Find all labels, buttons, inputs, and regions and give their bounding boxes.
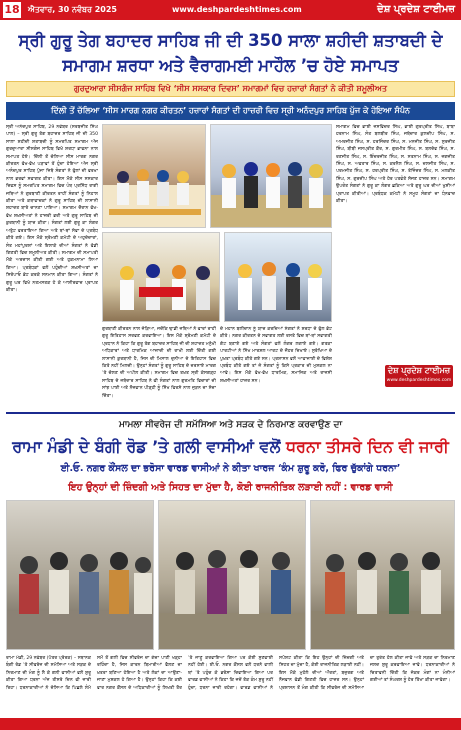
residents-scene-graphic <box>311 501 455 650</box>
story1-yellow-banner-text: ਗੁਰਦੁਆਰਾ ਸੀਸਗੰਜ ਸਾਹਿਬ ਵਿਖੇ ‘ਸੀਸ ਸਸਕਾਰ ਦਿਵਸ’ ਸਮਾਗਮਾਂ ਵਿਚ ਹਜ਼ਾਰਾਂ ਸੰਗਤਾਂ ਨੇ ਕੀਤੀ ਸ਼ਮੂਲੀਅਤ <box>74 84 387 93</box>
story1-column-middle: ਗੁਰਬਾਣੀ ਕੀਰਤਨ ਨਾਲ ਜੋੜਿਆ, ਜਦੋਂਕਿ ਢਾਡੀ ਜਥਿਆਂ ਨੇ ਵਾਰਾਂ ਰਾਹੀਂ ਗੁਰੂ ਇਤਿਹਾਸ ਸਰਵਣ ਕਰਵਾਇਆ। ਇਸ ਮੌਕੇ ਸ਼੍ਰੋਮਣੀ ਕਮੇਟੀ ਦੇ ਪ੍ਰਧਾਨ ਨੇ ਕਿਹਾ ਕਿ ਗੁਰੂ ਤੇਗ ਬਹਾਦਰ ਸਾਹਿਬ ਜੀ ਦੀ ਸ਼ਹਾਦਤ ਮਨੁੱਖੀ ਅਧਿਕਾਰਾਂ ਅਤੇ ਧਾਰਮਿਕ ਆਜ਼ਾਦੀ ਦੀ ਰਾਖੀ ਲਈ ਦਿੱਤੀ ਗਈ ਲਾਸਾਨੀ ਕੁਰਬਾਨੀ ਹੈ, ਜਿਸ ਦੀ ਮਿਸਾਲ ਦੁਨੀਆ ਦੇ ਇਤਿਹਾਸ ਵਿਚ ਕਿਤੇ ਨਹੀਂ ਮਿਲਦੀ। ਉਨ੍ਹਾਂ ਸੰਗਤਾਂ ਨੂੰ ਗੁਰੂ ਸਾਹਿਬ ਦੇ ਦਰਸਾਏ ਮਾਰਗ ’ਤੇ ਚੱਲਣ ਦੀ ਅਪੀਲ ਕੀਤੀ। ਸਮਾਗਮ ਵਿਚ ਤਖ਼ਤ ਸ੍ਰੀ ਕੇਸਗੜ੍ਹ ਸਾਹਿਬ ਦੇ ਜਥੇਦਾਰ ਸਾਹਿਬ ਨੇ ਵੀ ਸੰਗਤਾਂ ਨਾਲ ਗੁਰਮਤਿ ਵਿਚਾਰਾਂ ਦੀ ਸਾਂਝ ਪਾਈ ਅਤੇ ਨੌਜਵਾਨ ਪੀੜ੍ਹੀ ਨੂੰ ਸਿੱਖ ਵਿਰਸੇ ਨਾਲ ਜੁੜਨ ਦਾ ਸੱਦਾ ਦਿੱਤਾ। <box>102 327 216 399</box>
story2-photo-meeting <box>158 500 306 650</box>
section-divider <box>6 412 455 414</box>
meeting-scene-graphic <box>159 501 306 650</box>
masthead-bar <box>0 0 461 20</box>
story1-yellow-banner <box>6 81 455 97</box>
story1-photo-gathering <box>210 124 332 228</box>
page-number: 18 <box>4 3 20 16</box>
honour-scene-graphic <box>103 233 220 322</box>
sangat-scene-graphic <box>225 233 332 322</box>
story1-photo-honour <box>102 232 220 322</box>
story2-body: ਰਾਮਾ ਮੰਡੀ, 29 ਨਵੰਬਰ (ਪੱਤਰ ਪ੍ਰੇਰਕ) – ਸਥਾਨਕ ਬੰਗੀ ਰੋਡ ’ਤੇ ਸੀਵਰੇਜ ਦੀ ਸਮੱਸਿਆ ਅਤੇ ਸੜਕ ਦੇ ਨਿਰਮਾਣ ਦੀ ਮੰਗ ਨੂੰ ਲੈ ਕੇ ਗਲੀ ਵਾਸੀਆਂ ਵਲੋਂ ਸ਼ੁਰੂ ਕੀਤਾ ਗਿਆ ਧਰਨਾ ਅੱਜ ਤੀਸਰੇ ਦਿਨ ਵੀ ਜਾਰੀ ਰਿਹਾ। ਧਰਨਾਕਾਰੀਆਂ ਨੇ ਦੱਸਿਆ ਕਿ ਪਿਛਲੇ ਲੰਮੇ ਸਮੇਂ ਤੋਂ ਗਲੀ ਵਿਚ ਸੀਵਰੇਜ ਦਾ ਗੰਦਾ ਪਾਣੀ ਖੜ੍ਹਾ ਰਹਿੰਦਾ ਹੈ, ਜਿਸ ਕਾਰਨ ਬਿਮਾਰੀਆਂ ਫੈਲਣ ਦਾ ਖ਼ਤਰਾ ਬਣਿਆ ਹੋਇਆ ਹੈ ਅਤੇ ਲੋਕਾਂ ਦਾ ਆਉਣਾ-ਜਾਣਾ ਮੁਸ਼ਕਲ ਹੋ ਗਿਆ ਹੈ। ਉਨ੍ਹਾਂ ਕਿਹਾ ਕਿ ਕਈ ਵਾਰ ਨਗਰ ਕੌਂਸਲ ਦੇ ਅਧਿਕਾਰੀਆਂ ਨੂੰ ਲਿਖਤੀ ਤੌਰ ’ਤੇ ਜਾਣੂ ਕਰਵਾਇਆ ਗਿਆ ਪਰ ਕੋਈ ਸੁਣਵਾਈ ਨਹੀਂ ਹੋਈ। ਈ.ਓ. ਨਗਰ ਕੌਂਸਲ ਵਲੋਂ ਧਰਨੇ ਵਾਲੀ ਥਾਂ ’ਤੇ ਪਹੁੰਚ ਕੇ ਭਰੋਸਾ ਦਿਵਾਇਆ ਗਿਆ ਪਰ ਵਾਰਡ ਵਾਸੀਆਂ ਨੇ ਕਿਹਾ ਕਿ ਜਦੋਂ ਤੱਕ ਕੰਮ ਸ਼ੁਰੂ ਨਹੀਂ ਹੁੰਦਾ, ਧਰਨਾ ਜਾਰੀ ਰਹੇਗਾ। ਵਾਰਡ ਵਾਸੀਆਂ ਨੇ ਸਪੱਸ਼ਟ ਕੀਤਾ ਕਿ ਇਹ ਉਨ੍ਹਾਂ ਦੀ ਜ਼ਿੰਦਗੀ ਅਤੇ ਸਿਹਤ ਦਾ ਮੁੱਦਾ ਹੈ, ਕੋਈ ਰਾਜਨੀਤਿਕ ਲੜਾਈ ਨਹੀਂ। ਇਸ ਮੌਕੇ ਮੁਹੱਲੇ ਦੀਆਂ ਔਰਤਾਂ, ਬਜ਼ੁਰਗ ਅਤੇ ਨੌਜਵਾਨ ਵੱਡੀ ਗਿਣਤੀ ਵਿਚ ਹਾਜ਼ਰ ਸਨ। ਉਨ੍ਹਾਂ ਪ੍ਰਸ਼ਾਸਨ ਤੋਂ ਮੰਗ ਕੀਤੀ ਕਿ ਸੀਵਰੇਜ ਦੀ ਸਮੱਸਿਆ ਦਾ ਤੁਰੰਤ ਹੱਲ ਕੀਤਾ ਜਾਵੇ ਅਤੇ ਸੜਕ ਦਾ ਨਿਰਮਾਣ ਜਲਦ ਸ਼ੁਰੂ ਕਰਵਾਇਆ ਜਾਵੇ। ਧਰਨਾਕਾਰੀਆਂ ਨੇ ਚਿਤਾਵਨੀ ਦਿੱਤੀ ਕਿ ਜੇਕਰ ਮੰਗਾਂ ਨਾ ਮੰਨੀਆਂ ਗਈਆਂ ਤਾਂ ਸੰਘਰਸ਼ ਨੂੰ ਹੋਰ ਤਿੱਖਾ ਕੀਤਾ ਜਾਵੇਗਾ। <box>6 656 455 691</box>
newspaper-brand: ਦੇਸ਼ ਪ੍ਰਦੇਸ਼ ਟਾਈਮਜ਼ <box>377 4 455 15</box>
story2-subheadline-2: ਇਹ ਉਨ੍ਹਾਂ ਦੀ ਜ਼ਿੰਦਗੀ ਅਤੇ ਸਿਹਤ ਦਾ ਮੁੱਦਾ ਹੈ, ਕੋਈ ਰਾਜਨੀਤਿਕ ਲੜਾਈ ਨਹੀਂ : ਵਾਰਡ ਵਾਸੀ <box>68 482 393 493</box>
story2-headline-part2: ਧਰਨਾ ਤੀਸਰੇ ਦਿਨ ਵੀ ਜਾਰੀ <box>285 437 449 456</box>
brand-stamp-title: ਦੇਸ਼ ਪ੍ਰਦੇਸ਼ ਟਾਈਮਜ਼ <box>387 366 451 375</box>
story1-photo-stage <box>102 124 206 228</box>
story1-blue-banner <box>6 102 455 120</box>
story2-kicker: ਮਾਮਲਾ ਸੀਵਰੇਜ ਦੀ ਸਮੱਸਿਆ ਅਤੇ ਸੜਕ ਦੇ ਨਿਰਮਾਣ ਕਰਵਾਉਣ ਦਾ <box>118 420 343 430</box>
brand-stamp <box>385 365 453 387</box>
story2-headline <box>6 436 455 458</box>
website-link[interactable]: www.deshpardeshtimes.com <box>172 5 302 14</box>
gathering-scene-graphic <box>211 125 332 228</box>
story2-subheadline-1: ਈ.ਓ. ਨਗਰ ਕੌਂਸਲ ਦਾ ਭਰੋਸਾ ਵਾਰਡ ਵਾਸੀਆਂ ਨੇ ਕੀਤਾ ਖਾਰਜ ‘ਕੰਮ ਸ਼ੁਰੂ ਕਰੋ, ਫਿਰ ਚੁੱਕਾਂਗੇ ਧਰਨਾ’ <box>60 463 401 474</box>
stage-scene-graphic <box>103 125 206 228</box>
story2-headline-part1: ਰਾਮਾ ਮੰਡੀ ਦੇ ਬੰਗੀ ਰੋਡ ’ਤੇ ਗਲੀ ਵਾਸੀਆਂ ਵਲੋਂ <box>12 437 281 456</box>
story1-blue-banner-text: ਦਿੱਲੀ ਤੋਂ ਚੱਲਿਆ ‘ਸੀਸ ਮਾਰਗ ਨਗਰ ਕੀਰਤਨ’ ਹਜ਼ਾਰਾਂ ਸੰਗਤਾਂ ਦੀ ਹਾਜ਼ਰੀ ਵਿਚ ਸ੍ਰੀ ਅਨੰਦਪੁਰ ਸਾਹਿਬ ਪੁੱਜ ਕੇ ਹੋਇਆ ਸੰਪੰਨ <box>50 106 411 115</box>
story1-headline: ਸ੍ਰੀ ਗੁਰੂ ਤੇਗ ਬਹਾਦਰ ਸਾਹਿਬ ਜੀ ਦੀ 350 ਸਾਲਾ ਸ਼ਹੀਦੀ ਸ਼ਤਾਬਦੀ ਦੇ ਸਮਾਗਮ ਸ਼ਰਧਾ ਅਤੇ ਵੈਰਾਗਮਈ ਮਾਹੌਲ ’ਚ ਹੋਏ ਸਮਾਪਤ <box>18 31 443 75</box>
protest-scene-graphic <box>7 501 154 650</box>
story1-column-right: ਦੇ ਮਹਾਨ ਬਲੀਦਾਨ ਨੂੰ ਯਾਦ ਕਰਦਿਆਂ ਸੰਗਤਾਂ ਨੇ ਸ਼ਰਧਾ ਦੇ ਫੁੱਲ ਭੇਟ ਕੀਤੇ। ਨਗਰ ਕੀਰਤਨ ਦੇ ਸਵਾਗਤ ਲਈ ਰਸਤੇ ਵਿਚ ਥਾਂ-ਥਾਂ ਸਵਾਗਤੀ ਗੇਟ ਬਣਾਏ ਗਏ ਅਤੇ ਸੰਗਤਾਂ ਵਲੋਂ ਲੰਗਰ ਲਗਾਏ ਗਏ। ਗਤਕਾ ਪਾਰਟੀਆਂ ਨੇ ਸਿੱਖ ਮਾਰਸ਼ਲ ਆਰਟ ਦੇ ਜੌਹਰ ਦਿਖਾਏ। ਸੁਰੱਖਿਆ ਦੇ ਪੁਖ਼ਤਾ ਪ੍ਰਬੰਧ ਕੀਤੇ ਗਏ ਸਨ। ਪ੍ਰਸ਼ਾਸਨ ਵਲੋਂ ਆਵਾਜਾਈ ਦੇ ਵਿਸ਼ੇਸ਼ ਪ੍ਰਬੰਧ ਕੀਤੇ ਗਏ ਤਾਂ ਜੋ ਸੰਗਤਾਂ ਨੂੰ ਕਿਸੇ ਪ੍ਰਕਾਰ ਦੀ ਮੁਸ਼ਕਲ ਨਾ ਆਵੇ। ਇਸ ਮੌਕੇ ਵੱਖ-ਵੱਖ ਧਾਰਮਿਕ, ਸਮਾਜਿਕ ਅਤੇ ਰਾਜਸੀ ਸ਼ਖ਼ਸੀਅਤਾਂ ਹਾਜ਼ਰ ਸਨ। <box>220 327 332 384</box>
story2-photo-protesters <box>6 500 154 650</box>
story2-photo-residents <box>310 500 455 650</box>
brand-stamp-url: www.deshpardeshtimes.com <box>386 378 452 383</box>
story1-photo-sangat <box>224 232 332 322</box>
story1-column-left: ਸ੍ਰੀ ਅਨੰਦਪੁਰ ਸਾਹਿਬ, 29 ਨਵੰਬਰ (ਸਰਬਜੀਤ ਸਿੰਘ ਪਾਲ) – ਸ੍ਰੀ ਗੁਰੂ ਤੇਗ ਬਹਾਦਰ ਸਾਹਿਬ ਜੀ ਦੀ 350 ਸਾਲਾ ਸ਼ਹੀਦੀ ਸ਼ਤਾਬਦੀ ਨੂੰ ਸਮਰਪਿਤ ਸਮਾਗਮ ਅੱਜ ਗੁਰਦੁਆਰਾ ਸੀਸਗੰਜ ਸਾਹਿਬ ਵਿਖੇ ਸ਼ਰਧਾ ਭਾਵਨਾ ਨਾਲ ਸਮਾਪਤ ਹੋਏ। ਦਿੱਲੀ ਤੋਂ ਚੱਲਿਆ ਸੀਸ ਮਾਰਗ ਨਗਰ ਕੀਰਤਨ ਵੱਖ-ਵੱਖ ਪੜਾਵਾਂ ਤੋਂ ਹੁੰਦਾ ਹੋਇਆ ਅੱਜ ਸ੍ਰੀ ਅਨੰਦਪੁਰ ਸਾਹਿਬ ਪੁੱਜਾ ਜਿਥੇ ਸੰਗਤਾਂ ਨੇ ਫੁੱਲਾਂ ਦੀ ਵਰਖਾ ਨਾਲ ਭਰਵਾਂ ਸਵਾਗਤ ਕੀਤਾ। ਇਸ ਮੌਕੇ ਸੀਸ ਸਸਕਾਰ ਦਿਵਸ ਨੂੰ ਸਮਰਪਿਤ ਸਮਾਗਮ ਵਿਚ ਪੰਥ ਪ੍ਰਸਿੱਧ ਰਾਗੀ ਜਥਿਆਂ ਨੇ ਗੁਰਬਾਣੀ ਕੀਰਤਨ ਰਾਹੀਂ ਸੰਗਤਾਂ ਨੂੰ ਨਿਹਾਲ ਕੀਤਾ ਅਤੇ ਕਥਾਵਾਚਕਾਂ ਨੇ ਗੁਰੂ ਸਾਹਿਬ ਦੀ ਲਾਸਾਨੀ ਸ਼ਹਾਦਤ ਬਾਰੇ ਚਾਨਣਾ ਪਾਇਆ। ਸਮਾਗਮ ਦੌਰਾਨ ਵੱਖ-ਵੱਖ ਸ਼ਖ਼ਸੀਅਤਾਂ ਨੇ ਹਾਜ਼ਰੀ ਭਰੀ ਅਤੇ ਗੁਰੂ ਸਾਹਿਬ ਦੀ ਕੁਰਬਾਨੀ ਨੂੰ ਯਾਦ ਕੀਤਾ। ਸੰਗਤਾਂ ਲਈ ਗੁਰੂ ਕਾ ਲੰਗਰ ਅਤੁੱਟ ਵਰਤਾਇਆ ਗਿਆ ਅਤੇ ਥਾਂ-ਥਾਂ ਸੇਵਾ ਦੇ ਪ੍ਰਬੰਧ ਕੀਤੇ ਗਏ। ਇਸ ਮੌਕੇ ਸ਼੍ਰੋਮਣੀ ਕਮੇਟੀ ਦੇ ਅਹੁਦੇਦਾਰਾਂ, ਸੰਤ ਮਹਾਂਪੁਰਸ਼ਾਂ ਅਤੇ ਇਲਾਕੇ ਦੀਆਂ ਸੰਗਤਾਂ ਨੇ ਵੱਡੀ ਗਿਣਤੀ ਵਿਚ ਸ਼ਮੂਲੀਅਤ ਕੀਤੀ। ਸਮਾਗਮ ਦੀ ਸਮਾਪਤੀ ਮੌਕੇ ਅਰਦਾਸ ਕੀਤੀ ਗਈ ਅਤੇ ਹੁਕਮਨਾਮਾ ਲਿਆ ਗਿਆ। ਪ੍ਰਬੰਧਕਾਂ ਵਲੋਂ ਪਹੁੰਚੀਆਂ ਸ਼ਖ਼ਸੀਅਤਾਂ ਦਾ ਸਿਰੋਪਾਓ ਭੇਟ ਕਰਕੇ ਸਨਮਾਨ ਕੀਤਾ ਗਿਆ। ਸੰਗਤਾਂ ਨੇ ਗੁਰੂ ਘਰ ਵਿਖੇ ਨਤਮਸਤਕ ਹੋ ਕੇ ਆਸ਼ੀਰਵਾਦ ਪ੍ਰਾਪਤ ਕੀਤਾ। <box>6 125 98 293</box>
edition-date: ਐਤਵਾਰ, 30 ਨਵੰਬਰ 2025 <box>28 5 117 14</box>
footer-bar <box>0 718 461 730</box>
story1-column-far-right: ਸਮਾਗਮ ਵਿਚ ਭਾਈ ਜਸਵਿੰਦਰ ਸਿੰਘ, ਭਾਈ ਗੁਰਪ੍ਰੀਤ ਸਿੰਘ, ਬਾਬਾ ਹਰਨਾਮ ਸਿੰਘ, ਸੰਤ ਬਲਬੀਰ ਸਿੰਘ, ਜਥੇਦਾਰ ਕੁਲਦੀਪ ਸਿੰਘ, ਸ. ਅਮਰਜੀਤ ਸਿੰਘ, ਸ. ਹਰਜਿੰਦਰ ਸਿੰਘ, ਸ. ਮਨਜੀਤ ਸਿੰਘ, ਸ. ਸੁਰਜੀਤ ਸਿੰਘ, ਬੀਬੀ ਜਸਪ੍ਰੀਤ ਕੌਰ, ਸ. ਗੁਰਮੀਤ ਸਿੰਘ, ਸ. ਬਲਦੇਵ ਸਿੰਘ, ਸ. ਰਣਜੀਤ ਸਿੰਘ, ਸ. ਇੰਦਰਜੀਤ ਸਿੰਘ, ਸ. ਸਤਨਾਮ ਸਿੰਘ, ਸ. ਜਗਜੀਤ ਸਿੰਘ, ਸ. ਅਵਤਾਰ ਸਿੰਘ, ਸ. ਕਰਨੈਲ ਸਿੰਘ, ਸ. ਦਲਜੀਤ ਸਿੰਘ, ਸ. ਪਰਮਜੀਤ ਸਿੰਘ, ਸ. ਹਰਪ੍ਰੀਤ ਸਿੰਘ, ਸ. ਤੇਜਿੰਦਰ ਸਿੰਘ, ਸ. ਮਲਕੀਤ ਸਿੰਘ, ਸ. ਗੁਰਦੀਪ ਸਿੰਘ ਅਤੇ ਹੋਰ ਪਤਵੰਤੇ ਸੱਜਣ ਹਾਜ਼ਰ ਸਨ। ਸਮਾਗਮ ਉਪਰੰਤ ਸੰਗਤਾਂ ਨੇ ਗੁਰੂ ਕਾ ਲੰਗਰ ਛਕਿਆ ਅਤੇ ਗੁਰੂ ਘਰ ਦੀਆਂ ਖੁਸ਼ੀਆਂ ਪ੍ਰਾਪਤ ਕੀਤੀਆਂ। ਪ੍ਰਬੰਧਕ ਕਮੇਟੀ ਨੇ ਸਮੂਹ ਸੰਗਤਾਂ ਦਾ ਧੰਨਵਾਦ ਕੀਤਾ। <box>336 125 455 205</box>
